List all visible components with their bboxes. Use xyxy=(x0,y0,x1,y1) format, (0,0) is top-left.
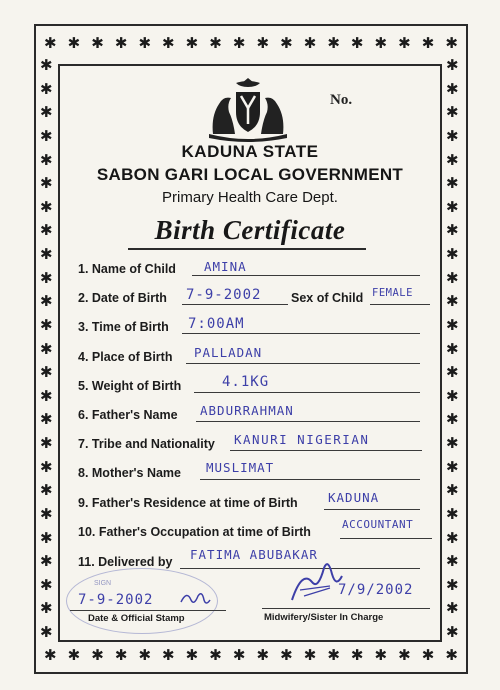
rule-weight-of-birth xyxy=(194,392,420,393)
rule-fathers-residence xyxy=(324,509,420,510)
border-star-icon: ✱ xyxy=(232,35,246,52)
state-heading: KADUNA STATE xyxy=(181,142,319,161)
border-star-icon: ✱ xyxy=(446,57,459,74)
border-star-icon: ✱ xyxy=(446,269,459,287)
border-star-icon: ✱ xyxy=(40,340,53,358)
border-star-icon: ✱ xyxy=(40,364,53,382)
label-official-stamp: Date & Official Stamp xyxy=(88,613,185,624)
border-star-icon: ✱ xyxy=(421,647,435,664)
stamp-sign-text: SIGN xyxy=(94,580,112,587)
border-star-icon: ✱ xyxy=(162,647,175,664)
border-star-icon: ✱ xyxy=(446,600,459,618)
border-star-icon: ✱ xyxy=(446,482,459,500)
certificate-number-label: No. xyxy=(330,92,353,108)
field-label-place-of-birth: 4. Place of Birth xyxy=(78,350,173,364)
star-border-top xyxy=(44,36,458,51)
border-star-icon: ✱ xyxy=(40,316,53,334)
border-star-icon: ✱ xyxy=(256,647,270,664)
rule-midwife xyxy=(262,608,430,609)
border-star-icon: ✱ xyxy=(44,647,57,664)
border-star-icon: ✱ xyxy=(40,269,53,287)
field-label-fathers-occupation: 10. Father's Occupation at time of Birth xyxy=(78,525,311,539)
border-star-icon: ✱ xyxy=(40,57,53,74)
border-star-icon: ✱ xyxy=(40,411,53,429)
value-date-of-birth: 7-9-2002 xyxy=(186,287,262,303)
border-star-icon: ✱ xyxy=(374,35,388,52)
border-star-icon: ✱ xyxy=(446,340,459,358)
border-star-icon: ✱ xyxy=(40,198,53,216)
field-label-time-of-birth: 3. Time of Birth xyxy=(78,320,169,334)
border-star-icon: ✱ xyxy=(446,316,459,334)
star-border-bottom xyxy=(44,648,458,663)
border-star-icon: ✱ xyxy=(40,222,53,240)
midwife-date: 7/9/2002 xyxy=(338,582,414,598)
coat-of-arms-icon xyxy=(203,74,293,144)
rule-mothers-name xyxy=(200,479,420,480)
border-star-icon: ✱ xyxy=(209,35,222,52)
border-star-icon: ✱ xyxy=(40,435,53,452)
field-label-mothers-name: 8. Mother's Name xyxy=(78,466,182,480)
value-delivered-by: FATIMA ABUBAKAR xyxy=(190,547,318,562)
value-name-of-child: AMINA xyxy=(204,259,247,274)
border-star-icon: ✱ xyxy=(327,35,340,52)
border-star-icon: ✱ xyxy=(40,175,53,193)
border-star-icon: ✱ xyxy=(40,151,53,169)
field-label-fathers-residence: 9. Father's Residence at time of Birth xyxy=(78,496,298,510)
border-star-icon: ✱ xyxy=(40,576,53,594)
border-star-icon: ✱ xyxy=(280,647,293,664)
border-star-icon: ✱ xyxy=(303,35,317,52)
border-star-icon: ✱ xyxy=(40,458,53,476)
border-star-icon: ✱ xyxy=(446,175,459,193)
label-midwife: Midwifery/Sister In Charge xyxy=(264,612,384,623)
border-star-icon: ✱ xyxy=(40,293,53,311)
field-label-sex-of-child: Sex of Child xyxy=(291,291,364,305)
rule-fathers-name xyxy=(196,421,420,422)
border-star-icon: ✱ xyxy=(446,576,459,594)
border-star-icon: ✱ xyxy=(446,222,459,240)
border-star-icon: ✱ xyxy=(40,387,53,405)
rule-tribe-nationality xyxy=(230,450,422,451)
stamp-signature-icon xyxy=(178,588,212,610)
border-star-icon: ✱ xyxy=(138,35,152,52)
border-star-icon: ✱ xyxy=(446,364,459,382)
border-star-icon: ✱ xyxy=(67,647,81,664)
border-star-icon: ✱ xyxy=(40,127,53,145)
midwife-signature-icon xyxy=(286,560,346,608)
field-label-date-of-birth: 2. Date of Birth xyxy=(78,291,167,305)
border-star-icon: ✱ xyxy=(303,647,317,664)
border-star-icon: ✱ xyxy=(114,35,128,52)
field-label-weight-of-birth: 5. Weight of Birth xyxy=(78,379,182,393)
value-fathers-residence: KADUNA xyxy=(328,490,380,505)
border-star-icon: ✱ xyxy=(40,624,53,641)
border-star-icon: ✱ xyxy=(446,293,459,311)
border-star-icon: ✱ xyxy=(40,600,53,618)
border-star-icon: ✱ xyxy=(446,151,459,169)
border-star-icon: ✱ xyxy=(446,553,459,571)
border-star-icon: ✱ xyxy=(209,647,222,664)
title-underline xyxy=(128,248,366,250)
border-star-icon: ✱ xyxy=(40,529,53,547)
border-star-icon: ✱ xyxy=(138,647,152,664)
border-star-icon: ✱ xyxy=(40,246,53,263)
border-star-icon: ✱ xyxy=(398,35,411,52)
border-star-icon: ✱ xyxy=(40,104,53,122)
border-star-icon: ✱ xyxy=(350,647,364,664)
value-time-of-birth: 7:00AM xyxy=(188,316,245,332)
border-star-icon: ✱ xyxy=(446,411,459,429)
field-label-fathers-name: 6. Father's Name xyxy=(78,408,178,422)
border-star-icon: ✱ xyxy=(398,647,411,664)
rule-place-of-birth xyxy=(186,363,420,364)
border-star-icon: ✱ xyxy=(114,647,128,664)
rule-fathers-occupation xyxy=(340,538,432,539)
border-star-icon: ✱ xyxy=(40,505,53,523)
border-star-icon: ✱ xyxy=(280,35,293,52)
value-fathers-name: ABDURRAHMAN xyxy=(200,403,294,418)
border-star-icon: ✱ xyxy=(445,647,458,664)
value-mothers-name: MUSLIMAT xyxy=(206,460,275,475)
border-star-icon: ✱ xyxy=(256,35,270,52)
border-star-icon: ✱ xyxy=(446,458,459,476)
border-star-icon: ✱ xyxy=(446,387,459,405)
rule-official-stamp xyxy=(70,610,226,611)
border-star-icon: ✱ xyxy=(446,435,459,452)
border-star-icon: ✱ xyxy=(185,35,199,52)
border-star-icon: ✱ xyxy=(40,553,53,571)
border-star-icon: ✱ xyxy=(445,35,458,52)
field-label-name-of-child: 1. Name of Child xyxy=(78,262,176,276)
border-star-icon: ✱ xyxy=(40,80,53,98)
border-star-icon: ✱ xyxy=(91,647,104,664)
value-weight-of-birth: 4.1KG xyxy=(222,374,270,390)
border-star-icon: ✱ xyxy=(44,35,57,52)
border-star-icon: ✱ xyxy=(40,482,53,500)
value-fathers-occupation: ACCOUNTANT xyxy=(342,518,414,531)
value-tribe-nationality: KANURI NIGERIAN xyxy=(234,432,370,447)
border-star-icon: ✱ xyxy=(91,35,104,52)
border-star-icon: ✱ xyxy=(374,647,388,664)
border-star-icon: ✱ xyxy=(446,127,459,145)
border-star-icon: ✱ xyxy=(185,647,199,664)
border-star-icon: ✱ xyxy=(446,624,459,641)
border-star-icon: ✱ xyxy=(446,198,459,216)
rule-name-of-child xyxy=(192,275,420,276)
border-star-icon: ✱ xyxy=(446,505,459,523)
field-label-tribe-nationality: 7. Tribe and Nationality xyxy=(78,437,215,451)
rule-time-of-birth xyxy=(182,333,420,334)
border-star-icon: ✱ xyxy=(232,647,246,664)
rule-sex-of-child xyxy=(370,304,430,305)
border-star-icon: ✱ xyxy=(350,35,364,52)
border-star-icon: ✱ xyxy=(327,647,340,664)
border-star-icon: ✱ xyxy=(421,35,435,52)
stamp-date: 7-9-2002 xyxy=(78,592,154,608)
border-star-icon: ✱ xyxy=(446,104,459,122)
lga-heading: SABON GARI LOCAL GOVERNMENT xyxy=(96,165,404,184)
department-heading: Primary Health Care Dept. xyxy=(162,189,338,206)
value-sex-of-child: FEMALE xyxy=(372,287,413,299)
rule-date-of-birth xyxy=(182,304,288,305)
field-label-delivered-by: 11. Delivered by xyxy=(78,555,173,569)
value-place-of-birth: PALLADAN xyxy=(194,345,263,360)
border-star-icon: ✱ xyxy=(446,529,459,547)
border-star-icon: ✱ xyxy=(162,35,175,52)
border-star-icon: ✱ xyxy=(446,246,459,263)
border-star-icon: ✱ xyxy=(446,80,459,98)
certificate-title: Birth Certificate xyxy=(154,215,346,245)
border-star-icon: ✱ xyxy=(67,35,81,52)
